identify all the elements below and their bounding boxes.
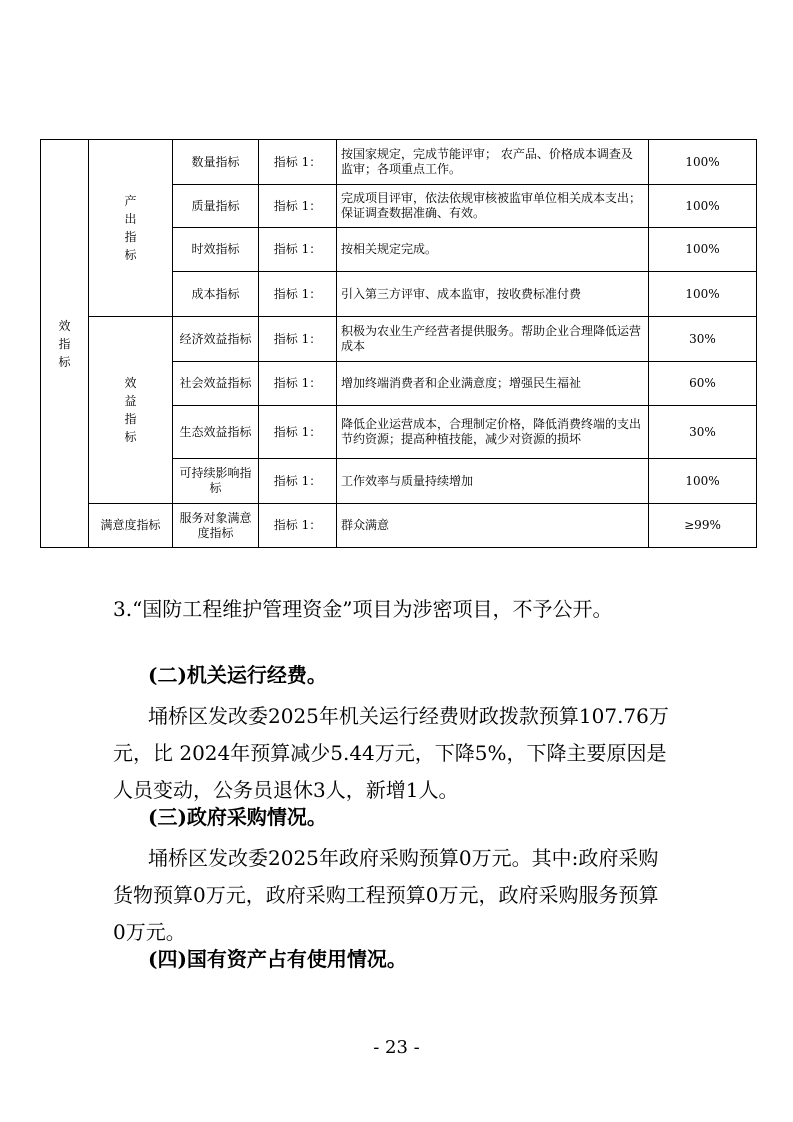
category-cell: 社会效益指标 xyxy=(173,362,259,406)
indicator-cell: 指标 1： xyxy=(259,362,337,406)
paragraph-procurement-line3: 0万元。 xyxy=(113,920,186,944)
value-cell: ≥99% xyxy=(649,504,757,548)
heading-operating-expenses: (二)机关运行经费。 xyxy=(148,663,327,687)
category-cell: 质量指标 xyxy=(173,185,259,228)
content-cell: 引入第三方评审、成本监审，按收费标准付费 xyxy=(337,272,649,317)
category-cell: 成本指标 xyxy=(173,272,259,317)
page-number: - 23 - xyxy=(373,1037,420,1058)
value-cell: 100% xyxy=(649,459,757,504)
paragraph-procurement-line1: 埇桥区发改委2025年政府采购预算0万元。其中:政府采购 xyxy=(148,846,659,870)
indicator-cell: 指标 1： xyxy=(259,228,337,272)
indicator-cell: 指标 1： xyxy=(259,317,337,362)
group-benefit: 效益指标 xyxy=(89,317,173,504)
value-cell: 100% xyxy=(649,272,757,317)
paragraph-classified-project: 3.“国防工程维护管理资金”项目为涉密项目，不予公开。 xyxy=(113,597,613,621)
group-satisfaction: 满意度指标 xyxy=(89,504,173,548)
performance-indicator-table xyxy=(40,139,757,548)
content-cell: 工作效率与质量持续增加 xyxy=(337,459,649,504)
content-cell: 降低企业运营成本，合理制定价格，降低消费终端的支出节约资源；提高种植技能，减少对资源的损坏 xyxy=(337,406,649,459)
category-cell: 生态效益指标 xyxy=(173,406,259,459)
indicator-cell: 指标 1： xyxy=(259,459,337,504)
indicator-cell: 指标 1： xyxy=(259,140,337,185)
paragraph-operating-expenses-line3: 人员变动，公务员退休3人，新增1人。 xyxy=(113,778,459,802)
category-cell: 服务对象满意度指标 xyxy=(173,504,259,548)
paragraph-procurement-line2: 货物预算0万元，政府采购工程预算0万元，政府采购服务预算 xyxy=(113,883,659,907)
heading-state-assets: (四)国有资产占有使用情况。 xyxy=(148,947,407,971)
category-cell: 经济效益指标 xyxy=(173,317,259,362)
category-cell: 数量指标 xyxy=(173,140,259,185)
content-cell: 积极为农业生产经营者提供服务。帮助企业合理降低运营成本 xyxy=(337,317,649,362)
value-cell: 100% xyxy=(649,228,757,272)
content-cell: 按国家规定，完成节能评审； 农产品、价格成本调查及监审；各项重点工作。 xyxy=(337,140,649,185)
level1-label: 效指标 xyxy=(41,140,89,548)
indicator-cell: 指标 1： xyxy=(259,272,337,317)
category-cell: 可持续影响指标 xyxy=(173,459,259,504)
category-cell: 时效指标 xyxy=(173,228,259,272)
indicator-cell: 指标 1： xyxy=(259,504,337,548)
content-cell: 完成项目评审，依法依规审核被监审单位相关成本支出；保证调查数据准确、有效。 xyxy=(337,185,649,228)
indicator-cell: 指标 1： xyxy=(259,406,337,459)
value-cell: 60% xyxy=(649,362,757,406)
content-cell: 群众满意 xyxy=(337,504,649,548)
value-cell: 100% xyxy=(649,140,757,185)
value-cell: 30% xyxy=(649,317,757,362)
content-cell: 增加终端消费者和企业满意度；增强民生福祉 xyxy=(337,362,649,406)
value-cell: 30% xyxy=(649,406,757,459)
paragraph-operating-expenses-line1: 埇桥区发改委2025年机关运行经费财政拨款预算107.76万 xyxy=(148,704,669,728)
heading-procurement: (三)政府采购情况。 xyxy=(148,805,327,829)
content-cell: 按相关规定完成。 xyxy=(337,228,649,272)
paragraph-operating-expenses-line2: 元，比 2024年预算减少5.44万元，下降5%，下降主要原因是 xyxy=(113,741,667,765)
group-output: 产出指标 xyxy=(89,140,173,317)
indicator-cell: 指标 1： xyxy=(259,185,337,228)
value-cell: 100% xyxy=(649,185,757,228)
